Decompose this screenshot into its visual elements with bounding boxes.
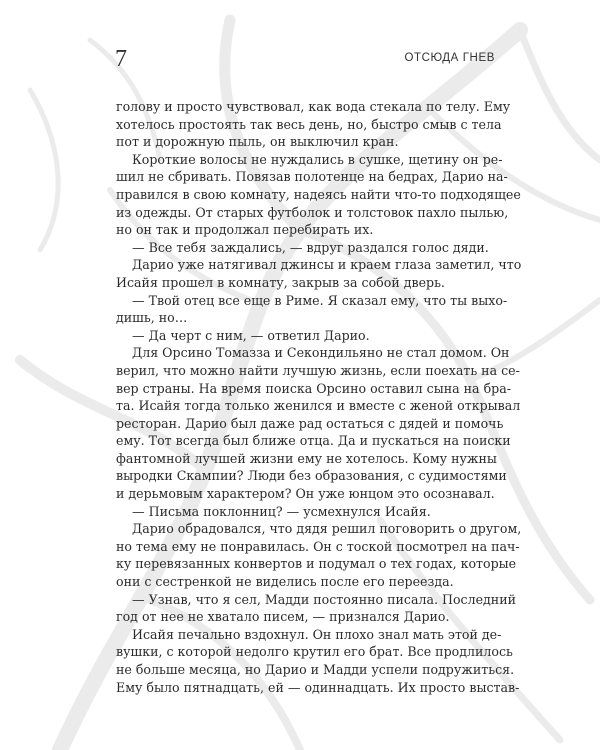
- text-line: но тема ему не понравилась. Он с тоской посмотрел на пач-: [116, 538, 520, 554]
- text-line: голову и просто чувствовал, как вода стекала по телу. Ему: [116, 99, 511, 114]
- text-line: вушки, с которой недолго крутил его брат. Все продлилось: [116, 644, 513, 660]
- text-line: — Письма поклонниц? — усмехнулся Исайя.: [132, 503, 431, 519]
- text-line: Исайя печально вздохнул. Он плохо знал мать этой де-: [132, 626, 502, 642]
- text-line: Для Орсино Томазза и Секондильяно не стал домом. Он: [132, 345, 510, 361]
- text-line: и дерьмовым характером? Он уже юнцом это осознавал.: [116, 486, 495, 502]
- text-line: хотелось простоять так весь день, но, быстро смыв с тела: [116, 116, 502, 132]
- text-line: они с сестренкой не виделись после его переезда.: [116, 574, 454, 590]
- text-line: шил не сбривать. Повязав полотенце на бедрах, Дарио на-: [116, 169, 508, 185]
- page-header: [115, 46, 495, 76]
- text-line: из одежды. От старых футболок и толстовок пахло пылью,: [116, 204, 509, 220]
- text-line: правился в свою комнату, надеясь найти что-то подходящее: [116, 186, 521, 202]
- text-line: дишь, но…: [116, 310, 188, 326]
- text-line: Дарио обрадовался, что дядя решил поговорить о другом,: [132, 521, 522, 537]
- text-line: фантомной лучшей жизни ему не хотелось. Кому нужны: [116, 450, 497, 466]
- text-line: верил, что можно найти лучшую жизнь, если поехать на се-: [116, 362, 520, 378]
- text-line: Короткие волосы не нуждались в сушке, щетину он ре-: [132, 151, 503, 167]
- text-line: — Все тебя заждались, — вдруг раздался голос дяди.: [132, 239, 489, 255]
- text-line: Ему было пятнадцать, ей — одиннадцать. Их просто выстав-: [116, 679, 520, 695]
- text-line: — Да черт с ним, — ответил Дарио.: [132, 327, 370, 343]
- text-line: выродки Скампии? Люди без образования, с судимостями: [116, 468, 507, 484]
- text-line: — Твой отец все еще в Риме. Я сказал ему, что ты выхо-: [132, 292, 508, 308]
- text-line: ресторан. Дарио был даже рад остаться с дядей и помочь: [116, 415, 504, 431]
- text-line: ему. Тот всегда был ближе отца. Да и пускаться на поиски: [116, 433, 511, 449]
- page-body: [116, 98, 522, 696]
- page-number: 7: [115, 46, 127, 72]
- text-line: вер страны. На время поиска Орсино оставил сына на бра-: [116, 380, 511, 396]
- text-line: Исайя прошел в комнату, закрыв за собой дверь.: [116, 274, 445, 290]
- text-line: Дарио уже натягивал джинсы и краем глаза заметил, что: [132, 257, 522, 273]
- text-line: год от нее не хватало писем, — признался Дарио.: [116, 609, 450, 625]
- text-line: не больше месяца, но Дарио и Мадди успели подружиться.: [116, 662, 515, 677]
- running-title: ОТСЮДА ГНЕВ: [404, 52, 495, 64]
- text-line: та. Исайя тогда только женился и вместе с женой открывал: [116, 398, 521, 414]
- text-line: ку перевязанных конвертов и подумал о тех годах, которые: [116, 556, 517, 572]
- text-line: пот и дорожную пыль, он выключил кран.: [116, 134, 399, 150]
- text-line: но он так и продолжал перебирать их.: [116, 222, 374, 238]
- text-line: — Узнав, что я сел, Мадди постоянно писала. Последний: [132, 591, 516, 607]
